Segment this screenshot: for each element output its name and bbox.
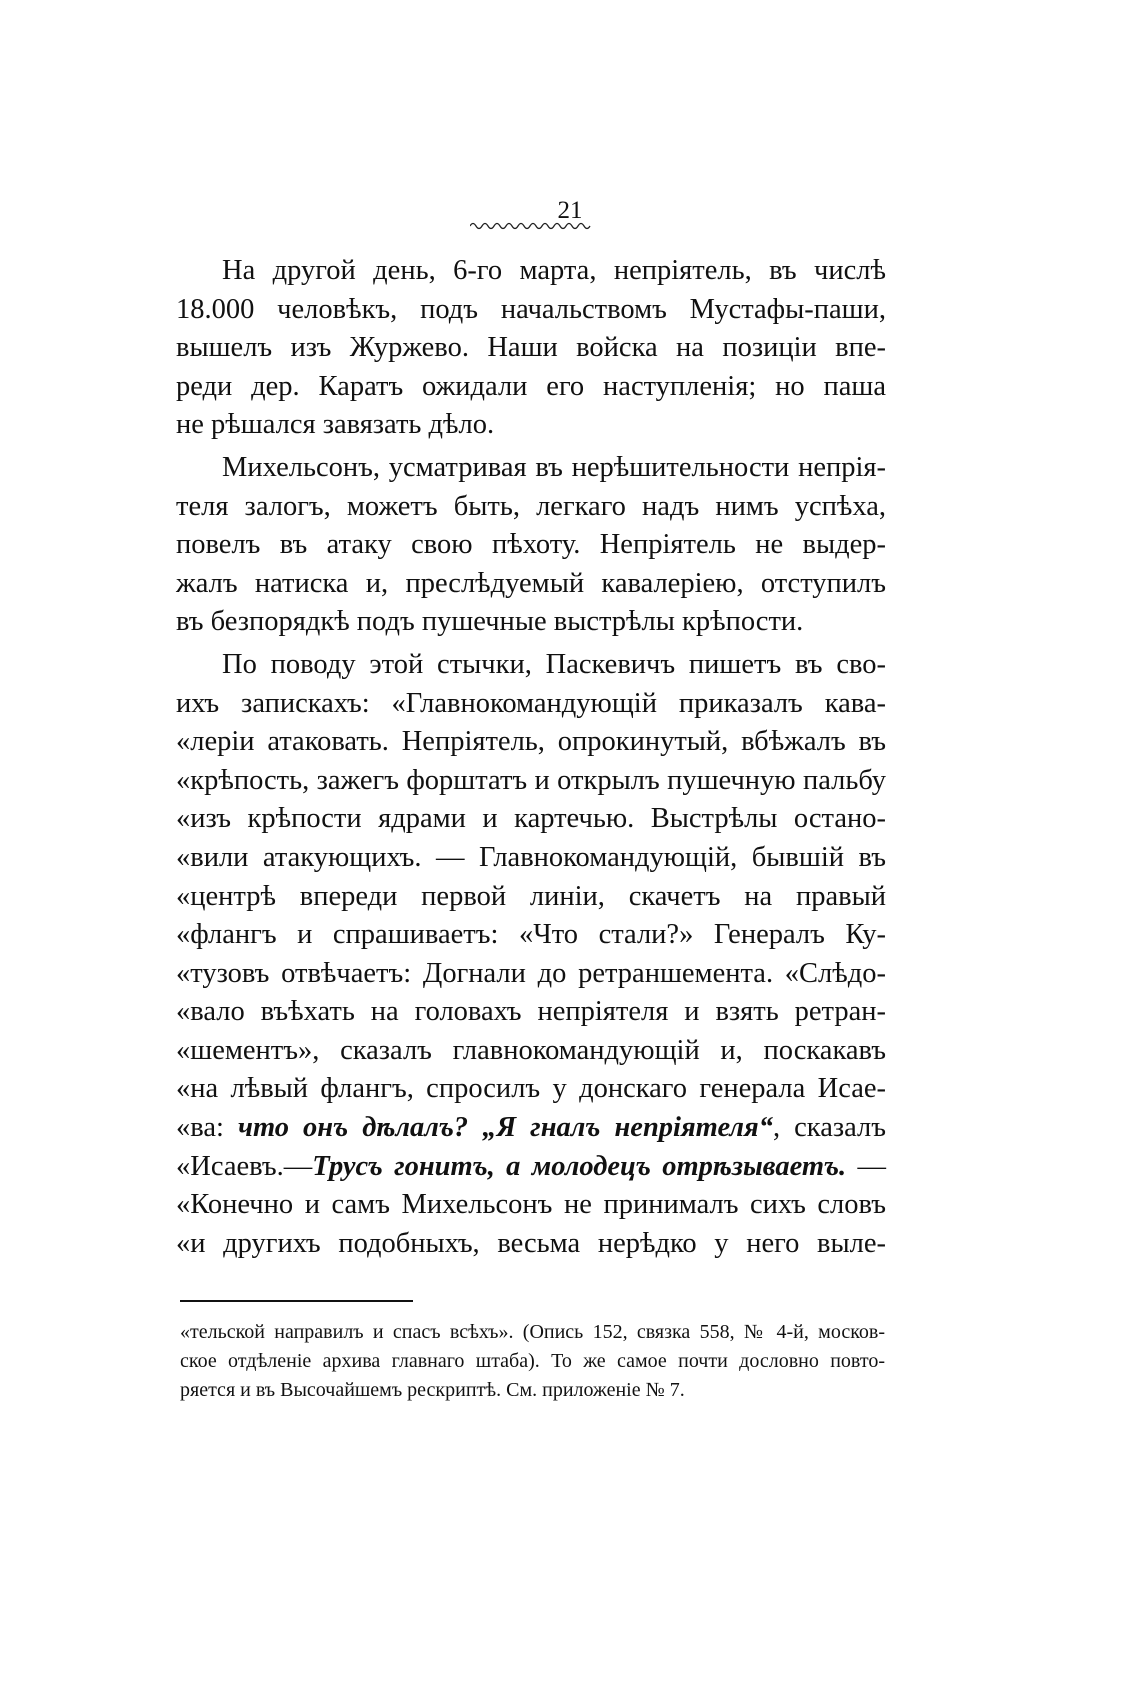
text-line-with-italic bbox=[176, 1148, 886, 1187]
text-line: «флангъ и спрашиваетъ: «Что стали?» Генералъ Ку- bbox=[176, 919, 886, 951]
text-run: «Исаевъ.— bbox=[176, 1150, 313, 1182]
footnote-line: «тельской направилъ и спасъ всѣхъ». (Опись 152, связка 558, № 4-й, москов- bbox=[180, 1321, 885, 1343]
footnote bbox=[180, 1318, 885, 1405]
text-run: — bbox=[846, 1150, 886, 1182]
footnote-divider bbox=[180, 1300, 413, 1302]
text-line: 18.000 человѣкъ, подъ начальствомъ Мустафы-паши, bbox=[176, 293, 886, 325]
text-line: «леріи атаковать. Непріятель, опрокинутый, вбѣжалъ въ bbox=[176, 726, 886, 758]
body-text bbox=[176, 252, 886, 1263]
text-line: Михельсонъ, усматривая въ нерѣшительности непрія- bbox=[222, 451, 886, 483]
text-line-with-italic bbox=[176, 1109, 886, 1148]
text-line: теля залогъ, можетъ быть, легкаго надъ нимъ успѣха, bbox=[176, 490, 886, 522]
text-run: , сказалъ bbox=[772, 1112, 886, 1144]
text-line: ихъ запискахъ: «Главнокомандующій приказалъ кава- bbox=[176, 687, 886, 719]
text-line: повелъ въ атаку свою пѣхоту. Непріятель не выдер- bbox=[176, 529, 886, 561]
wavy-ornament-icon bbox=[470, 220, 595, 232]
text-line: реди дер. Каратъ ожидали его наступленія; но паша bbox=[176, 370, 886, 402]
text-run: «ва: bbox=[176, 1112, 238, 1144]
text-line: «крѣпость, зажегъ форштатъ и открылъ пушечную пальбу bbox=[176, 764, 886, 796]
text-line: «изъ крѣпости ядрами и картечью. Выстрѣлы остано- bbox=[176, 803, 886, 835]
text-line: «вало въѣхать на головахъ непріятеля и взять ретран- bbox=[176, 996, 886, 1028]
text-line: «тузовъ отвѣчаетъ: Догнали до ретраншемента. «Слѣдо- bbox=[176, 957, 886, 989]
text-line: «центрѣ впереди первой линіи, скачетъ на правый bbox=[176, 880, 886, 912]
text-line: «на лѣвый флангъ, спросилъ у донскаго генерала Исае- bbox=[176, 1073, 886, 1105]
text-line: въ безпорядкѣ подъ пушечные выстрѣлы крѣпости. bbox=[176, 606, 804, 638]
text-line: «вили атакующихъ. — Главнокомандующій, бывшій въ bbox=[176, 841, 886, 873]
text-line: вышелъ изъ Журжево. Наши войска на позиціи впе- bbox=[176, 332, 886, 364]
text-line: «Конечно и самъ Михельсонъ не принималъ сихъ словъ bbox=[176, 1189, 886, 1221]
text-line: На другой день, 6-го марта, непріятель, въ числѣ bbox=[222, 255, 886, 286]
text-line: «шементъ», сказалъ главнокомандующій и, поскакавъ bbox=[176, 1034, 886, 1066]
italic-quote: что онъ дѣлалъ? „Я гналъ непріятеля“ bbox=[237, 1112, 773, 1144]
text-line: не рѣшался завязать дѣло. bbox=[176, 409, 495, 441]
page-number: 21 bbox=[557, 197, 583, 224]
footnote-line: ское отдѣленіе архива главнаго штаба). То же самое почти дословно повто- bbox=[180, 1350, 885, 1372]
text-line: По поводу этой стычки, Паскевичъ пишетъ въ сво- bbox=[222, 648, 886, 680]
text-line: жалъ натиска и, преслѣдуемый кавалеріею, отступилъ bbox=[176, 567, 886, 599]
footnote-line: ряется и въ Высочайшемъ рескриптѣ. См. приложеніе № 7. bbox=[180, 1379, 685, 1401]
text-line: «и другихъ подобныхъ, весьма нерѣдко у него выле- bbox=[176, 1227, 886, 1259]
italic-quote: Трусъ гонитъ, а молодецъ отрѣзываетъ. bbox=[312, 1150, 847, 1182]
